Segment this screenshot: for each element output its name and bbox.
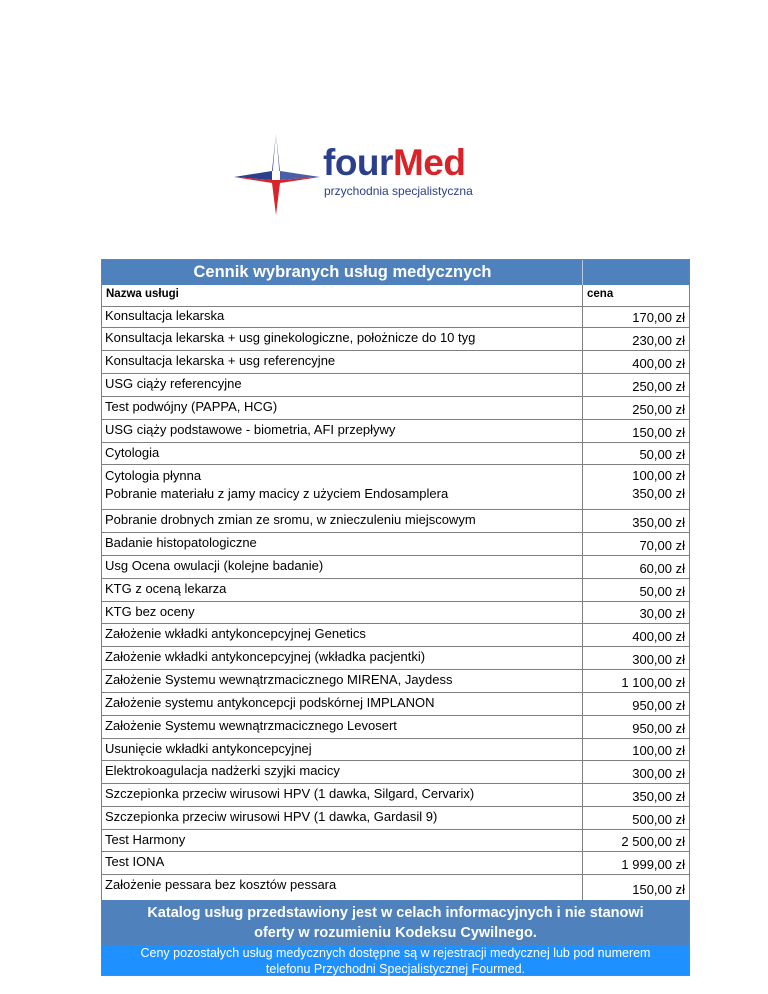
service-price: 350,00 zł [632,515,685,530]
service-name: Badanie histopatologiczne [105,535,257,550]
table-row [102,875,689,899]
cross-emblem-icon [232,133,322,215]
contact-note-line-2: telefonu Przychodni Specjalistycznej Fourmed. [265,962,526,976]
service-name [105,467,448,503]
service-name: Pobranie drobnych zmian ze sromu, w znieczuleniu miejscowym [105,512,476,527]
table-row [102,693,689,716]
table-row [102,328,689,351]
service-price: 350,00 zł [632,789,685,804]
contact-note [102,945,689,975]
service-price: 70,00 zł [639,538,685,553]
service-name: Szczepionka przeciw wirusowi HPV (1 dawka, Silgard, Cervarix) [105,786,475,801]
service-price: 300,00 zł [632,652,685,667]
service-price: 400,00 zł [632,356,685,371]
service-price: 1 999,00 zł [621,857,685,872]
table-header [102,260,689,285]
service-name: Konsultacja lekarska [105,308,225,323]
disclaimer-line-1: Katalog usług przedstawiony jest w celach informacyjnych i nie stanowi [147,905,644,921]
table-row [102,351,689,374]
service-name: USG ciąży podstawowe - biometria, AFI przepływy [105,422,396,437]
service-price: 500,00 zł [632,812,685,827]
service-name: Usg Ocena owulacji (kolejne badanie) [105,558,324,573]
service-price: 230,00 zł [632,333,685,348]
contact-note-line-1: Ceny pozostałych usług medycznych dostępne są w rejestracji medycznej lub pod numerem [140,946,651,960]
column-header-name: Nazwa usługi [106,288,179,300]
service-name: Założenie wkładki antykoncepcyjnej Genetics [105,626,366,641]
service-name: Cytologia [105,445,160,460]
service-name-line: Cytologia płynna [105,468,202,483]
brand-name: fourMed [323,142,466,183]
service-price: 60,00 zł [639,561,685,576]
service-price: 2 500,00 zł [621,834,685,849]
disclaimer-line-2: oferty w rozumieniu Kodeksu Cywilnego. [254,925,537,941]
service-name: Założenie systemu antykoncepcji podskórnej IMPLANON [105,695,435,710]
service-name: USG ciąży referencyjne [105,376,242,391]
service-price: 250,00 zł [632,379,685,394]
fourmed-logo [232,133,532,215]
column-headers [102,285,689,307]
column-header-price: cena [587,288,614,300]
service-price: 400,00 zł [632,629,685,644]
table-row [102,784,689,807]
table-row [102,647,689,670]
service-name-line: Pobranie materiału z jamy macicy z użyciem Endosamplera [105,486,449,501]
table-row [102,443,689,465]
service-name: Konsultacja lekarska + usg ginekologiczne, położnicze do 10 tyg [105,330,476,345]
service-price: 170,00 zł [632,310,685,325]
price-table [101,259,690,976]
service-price: 30,00 zł [639,606,685,621]
table-row [102,852,689,875]
service-price-line: 350,00 zł [632,486,685,501]
service-price: 150,00 zł [632,425,685,440]
service-name: Elektrokoagulacja nadżerki szyjki macicy [105,763,340,778]
service-price: 950,00 zł [632,721,685,736]
service-price: 50,00 zł [639,447,685,462]
service-name: KTG bez oceny [105,604,195,619]
table-row [102,830,689,852]
service-price: 50,00 zł [639,584,685,599]
table-row [102,579,689,602]
service-name: Test IONA [105,854,165,869]
brand-tagline: przychodnia specjalistyczna [324,184,473,198]
table-row [102,670,689,693]
service-price: 150,00 zł [632,882,685,897]
service-name: KTG z oceną lekarza [105,581,227,596]
table-body [102,306,689,899]
service-name: Test Harmony [105,832,186,847]
service-name: Założenie wkładki antykoncepcyjnej (wkładka pacjentki) [105,649,426,664]
service-name: Usunięcie wkładki antykoncepcyjnej [105,741,312,756]
table-row [102,761,689,784]
table-row [102,306,689,328]
table-row [102,374,689,397]
table-row [102,533,689,556]
service-name: Test podwójny (PAPPA, HCG) [105,399,278,414]
table-row [102,510,689,533]
service-price-line: 100,00 zł [632,468,685,483]
table-row [102,420,689,443]
service-price: 300,00 zł [632,766,685,781]
service-name: Założenie pessara bez kosztów pessara [105,877,337,892]
service-price: 1 100,00 zł [621,675,685,690]
service-price [632,467,685,503]
service-price: 250,00 zł [632,402,685,417]
service-price: 950,00 zł [632,698,685,713]
table-title: Cennik wybranych usług medycznych [193,263,492,281]
table-row [102,739,689,761]
table-row [102,624,689,647]
service-name: Założenie Systemu wewnątrzmacicznego MIRENA, Jaydess [105,672,453,687]
service-name: Szczepionka przeciw wirusowi HPV (1 dawka, Gardasil 9) [105,809,438,824]
table-row [102,716,689,739]
table-row [102,807,689,830]
table-row [102,397,689,420]
table-row [102,556,689,579]
service-name: Konsultacja lekarska + usg referencyjne [105,353,336,368]
table-row [102,602,689,624]
disclaimer [102,900,689,945]
service-price: 100,00 zł [632,743,685,758]
service-name: Założenie Systemu wewnątrzmacicznego Levosert [105,718,397,733]
table-row [102,465,689,510]
